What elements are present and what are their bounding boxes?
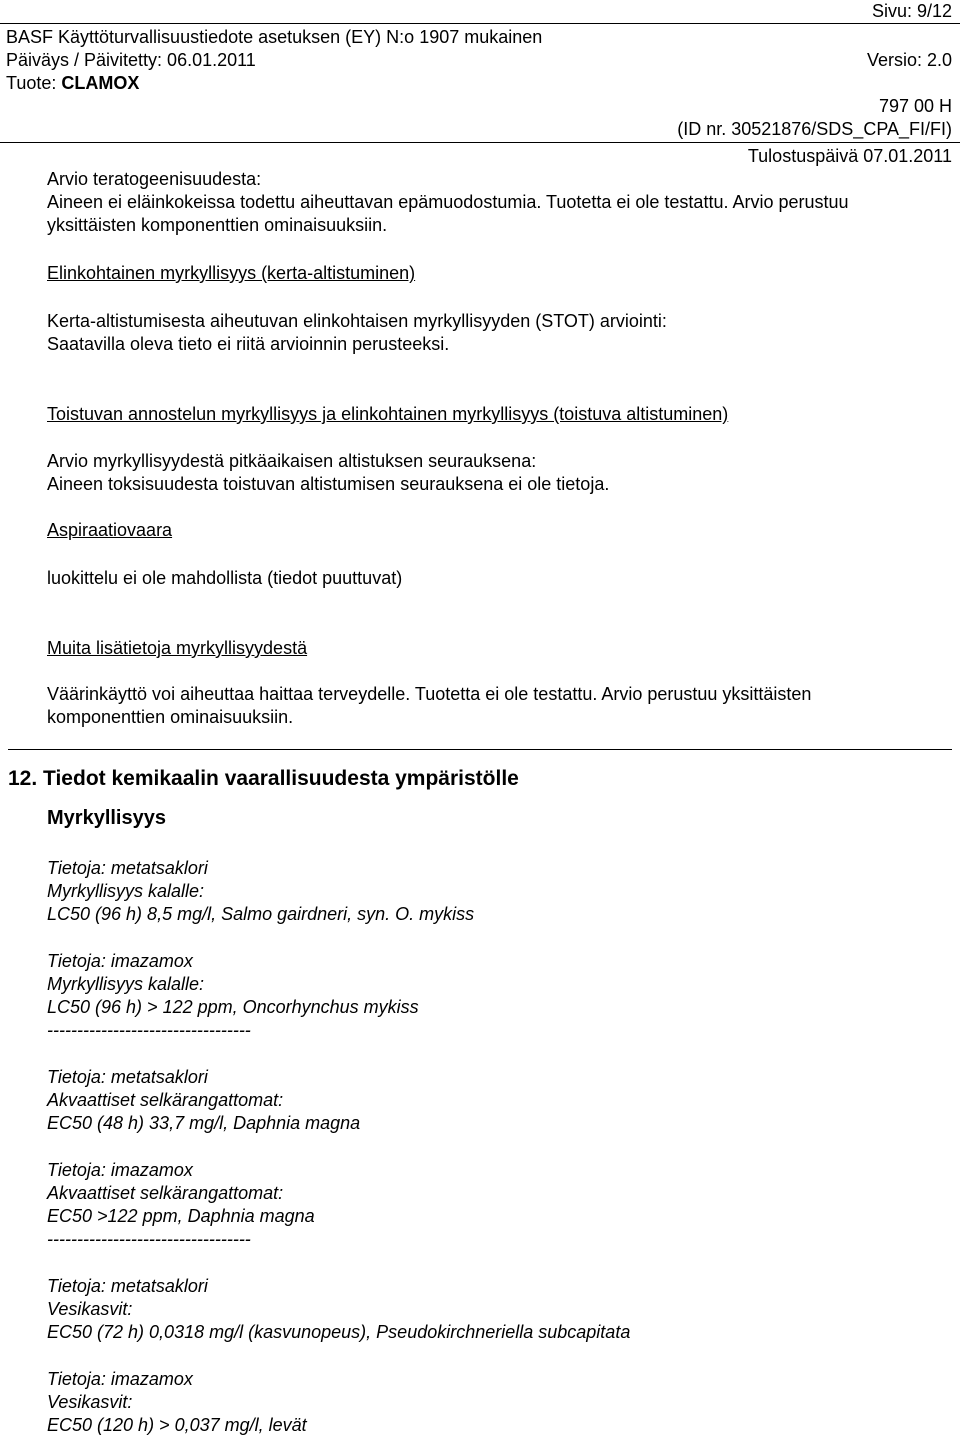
aspiration-heading: Aspiraatiovaara — [47, 520, 173, 540]
other-toxicity-text: Väärinkäyttö voi aiheuttaa haittaa terveydelle. Tuotetta ei ole testattu. Arvio perustuu yksittäisten — [47, 684, 812, 704]
plant-label-1: Vesikasvit: — [47, 1299, 133, 1319]
fish-label-2: Myrkyllisyys kalalle: — [47, 974, 205, 994]
invertebrate-source-2: Tietoja: imazamox — [47, 1160, 193, 1180]
stot-single-text-continued: Saatavilla oleva tieto ei riitä arvioinnin perusteeksi. — [47, 334, 450, 354]
product-line — [6, 72, 139, 94]
version-label: Versio: 2.0 — [866, 50, 952, 70]
section-12-title: 12. Tiedot kemikaalin vaarallisuudesta ympäristölle — [8, 767, 519, 790]
date-label: Päiväys / Päivitetty: 06.01.2011 — [6, 50, 256, 70]
other-toxicity-heading: Muita lisätietoja myrkyllisyydestä — [47, 638, 308, 658]
print-date: Tulostuspäivä 07.01.2011 — [747, 146, 952, 166]
separator-2: ---------------------------------- — [47, 1229, 251, 1249]
other-toxicity-text-continued: komponenttien ominaisuuksiin. — [47, 707, 294, 727]
teratogenicity-text-continued: yksittäisten komponenttien ominaisuuksiin. — [47, 215, 388, 235]
plant-value-2: EC50 (120 h) > 0,037 mg/l, levät — [47, 1415, 307, 1435]
section-divider — [8, 749, 952, 750]
teratogenicity-heading: Arvio teratogeenisuudesta: — [47, 169, 262, 189]
stot-single-text: Kerta-altistumisesta aiheutuvan elinkohtaisen myrkyllisyyden (STOT) arviointi: — [47, 311, 667, 331]
stot-repeated-text: Arvio myrkyllisyydestä pitkäaikaisen altistuksen seurauksena: — [47, 451, 537, 471]
plant-source-1: Tietoja: metatsaklori — [47, 1276, 208, 1296]
fish-source-2: Tietoja: imazamox — [47, 951, 193, 971]
plant-source-2: Tietoja: imazamox — [47, 1369, 193, 1389]
product-name: CLAMOX — [61, 73, 140, 93]
stot-repeated-text-continued: Aineen toksisuudesta toistuvan altistumisen seurauksena ei ole tietoja. — [47, 474, 610, 494]
regulation-title: BASF Käyttöturvallisuustiedote asetuksen (EY) N:o 1907 mukainen — [6, 27, 543, 47]
invertebrate-value-1: EC50 (48 h) 33,7 mg/l, Daphnia magna — [47, 1113, 361, 1133]
page-number: Sivu: 9/12 — [871, 1, 952, 21]
header-bottom-rule — [0, 142, 960, 143]
teratogenicity-text: Aineen ei eläinkokeissa todettu aiheuttavan epämuodostumia. Tuotetta ei ole testattu. Arvio perustuu — [47, 192, 849, 212]
plant-label-2: Vesikasvit: — [47, 1392, 133, 1412]
invertebrate-label-2: Akvaattiset selkärangattomat: — [47, 1183, 284, 1203]
invertebrate-value-2: EC50 >122 ppm, Daphnia magna — [47, 1206, 315, 1226]
toxicity-subtitle: Myrkyllisyys — [47, 807, 166, 829]
invertebrate-label-1: Akvaattiset selkärangattomat: — [47, 1090, 284, 1110]
fish-label-1: Myrkyllisyys kalalle: — [47, 881, 205, 901]
header-top-rule — [0, 23, 960, 24]
fish-value-2: LC50 (96 h) > 122 ppm, Oncorhynchus mykiss — [47, 997, 419, 1017]
plant-value-1: EC50 (72 h) 0,0318 mg/l (kasvunopeus), Pseudokirchneriella subcapitata — [47, 1322, 631, 1342]
fish-source-1: Tietoja: metatsaklori — [47, 858, 208, 878]
product-code: 797 00 H — [878, 96, 952, 116]
product-label: Tuote: — [6, 73, 62, 93]
aspiration-text: luokittelu ei ole mahdollista (tiedot puuttuvat) — [47, 568, 403, 588]
id-number: (ID nr. 30521876/SDS_CPA_FI/FI) — [677, 119, 952, 139]
invertebrate-source-1: Tietoja: metatsaklori — [47, 1067, 208, 1087]
stot-repeated-heading: Toistuvan annostelun myrkyllisyys ja elinkohtainen myrkyllisyys (toistuva altistuminen) — [47, 404, 729, 424]
fish-value-1: LC50 (96 h) 8,5 mg/l, Salmo gairdneri, syn. O. mykiss — [47, 904, 475, 924]
stot-single-heading: Elinkohtainen myrkyllisyys (kerta-altistuminen) — [47, 263, 416, 283]
separator-1: ---------------------------------- — [47, 1020, 251, 1040]
